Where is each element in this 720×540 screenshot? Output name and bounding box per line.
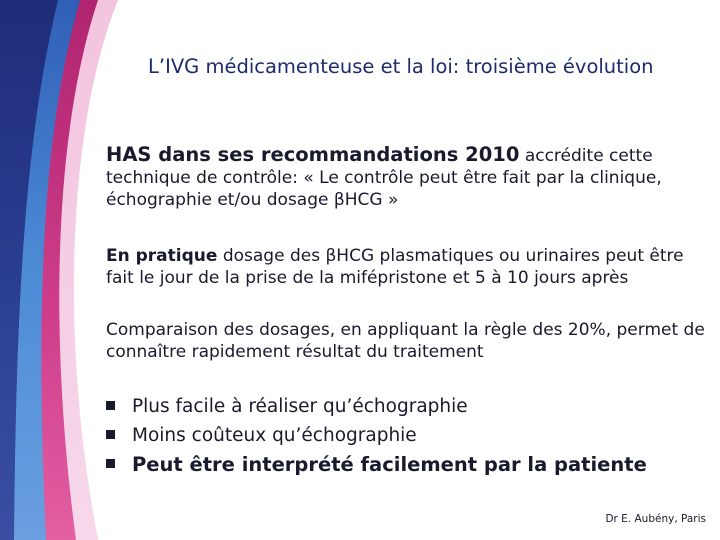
bullet-item — [104, 392, 704, 421]
bullet-item — [104, 421, 704, 450]
bullet-list — [104, 392, 704, 479]
paragraph1-lead: HAS dans ses recommandations 2010 — [106, 143, 520, 166]
paragraph1-lead-rest: accrédite cette — [519, 146, 653, 166]
bullet-text: Moins coûteux qu’échographie — [132, 425, 417, 446]
paragraph-has-recommendations — [106, 144, 706, 211]
bullet-text: Plus facile à réaliser qu’échographie — [132, 396, 468, 417]
paragraph2-rest: dosage des βHCG plasmatiques ou urinaires peut être fait le jour de la prise de la mifépristone et 5 à 10 jours après — [106, 246, 684, 288]
paragraph-en-pratique — [106, 245, 706, 289]
square-bullet-icon — [106, 459, 115, 468]
slide-title: L’IVG médicamenteuse et la loi: troisième évolution — [148, 55, 654, 78]
square-bullet-icon — [106, 401, 115, 410]
bullet-text: Peut être interprété facilement par la patiente — [132, 453, 647, 476]
footer-credit: Dr E. Aubény, Paris — [605, 513, 706, 525]
bullet-item — [104, 450, 704, 479]
square-bullet-icon — [106, 430, 115, 439]
paragraph1-continuation: technique de contrôle: « Le contrôle peut être fait par la clinique, échographie et/ou dosage βHCG » — [106, 168, 662, 210]
paragraph-comparaison: Comparaison des dosages, en appliquant la règle des 20%, permet de connaître rapidement résultat du traitement — [106, 320, 705, 362]
paragraph2-lead: En pratique — [106, 246, 218, 266]
